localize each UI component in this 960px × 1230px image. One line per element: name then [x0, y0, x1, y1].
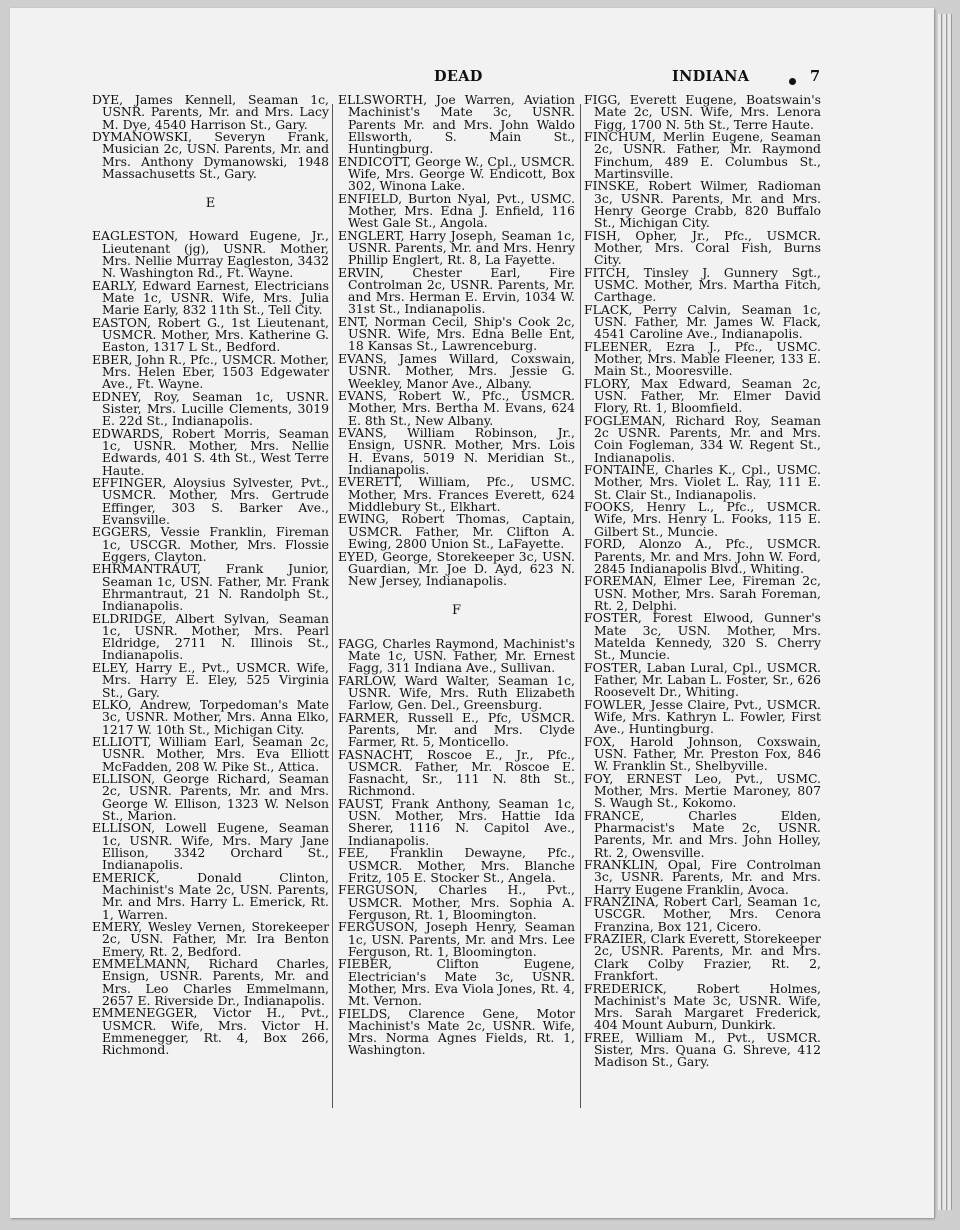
- casualty-entry: FEE, Franklin Dewayne, Pfc., USMCR. Mother, Mrs. Blanche Fritz, 105 E. Stocker St., Angela.: [338, 845, 575, 885]
- casualty-entry: FERGUSON, Charles H., Pvt., USMCR. Mother, Mrs. Sophia A. Ferguson, Rt. 1, Bloomington.: [338, 882, 575, 922]
- casualty-entry: ERVIN, Chester Earl, Fire Controlman 2c, USNR. Parents, Mr. and Mrs. Herman E. Ervin, 1034 W. 31st St., Indianapolis.: [338, 264, 575, 317]
- column-3: [584, 94, 821, 1069]
- casualty-entry: FLEENER, Ezra J., Pfc., USMC. Mother, Mrs. Mable Fleener, 133 E. Main St., Mooresville.: [584, 338, 821, 379]
- casualty-entry: EASTON, Robert G., 1st Lieutenant, USMCR. Mother, Mrs. Katherine G. Easton, 1317 L St., Bedford.: [92, 314, 329, 355]
- column-1: [92, 94, 329, 1057]
- casualty-entry: FINCHUM, Merlin Eugene, Seaman 2c, USNR. Father, Mr. Raymond Finchum, 489 E. Columbus St., Martinsville.: [584, 129, 821, 181]
- casualty-entry: FISH, Opher, Jr., Pfc., USMCR. Mother, Mrs. Coral Fish, Burns City.: [584, 227, 821, 268]
- casualty-entry: DYMANOWSKI, Severyn Frank, Musician 2c, USN. Parents, Mr. and Mrs. Anthony Dymanowski, 1948 Massachusetts St., Gary.: [92, 129, 329, 181]
- casualty-entry: EGGERS, Vessie Franklin, Fireman 1c, USCGR. Mother, Mrs. Flossie Eggers, Clayton.: [92, 524, 329, 564]
- casualty-entry: FITCH, Tinsley J. Gunnery Sgt., USMC. Mother, Mrs. Martha Fitch, Carthage.: [584, 264, 821, 305]
- casualty-entry: FINSKE, Robert Wilmer, Radioman 3c, USNR. Parents, Mr. and Mrs. Henry George Crabb, 820 Buffalo St., Michigan City.: [584, 178, 821, 231]
- casualty-entry: FLACK, Perry Calvin, Seaman 1c, USN. Father, Mr. James W. Flack, 4541 Caroline Ave., Indianapolis.: [584, 301, 821, 342]
- casualty-entry: FERGUSON, Joseph Henry, Seaman 1c, USN. Parents, Mr. and Mrs. Lee Ferguson, Rt. 1, Bloomington.: [338, 919, 575, 959]
- casualty-entry: FOREMAN, Elmer Lee, Fireman 2c, USN. Mother, Mrs. Sarah Foreman, Rt. 2, Delphi.: [584, 573, 821, 613]
- casualty-entry: ELLISON, Lowell Eugene, Seaman 1c, USNR. Wife, Mrs. Mary Jane Ellison, 3342 Orchard St., Indianapolis.: [92, 820, 329, 873]
- casualty-entry: EFFINGER, Aloysius Sylvester, Pvt., USMCR. Mother, Mrs. Gertrude Effinger, 303 S. Barker Ave., Evansville.: [92, 475, 329, 527]
- column-rule: [332, 104, 333, 1108]
- casualty-entry: FRANKLIN, Opal, Fire Controlman 3c, USNR. Parents, Mr. and Mrs. Harry Eugene Franklin, Avoca.: [584, 857, 821, 897]
- casualty-entry: ELLSWORTH, Joe Warren, Aviation Machinist's Mate 3c, USNR. Parents Mr. and Mrs. John Waldo Ellsworth, S. Main St., Huntingburg.: [338, 92, 575, 156]
- casualty-entry: FREDERICK, Robert Holmes, Machinist's Mate 3c, USNR. Wife, Mrs. Sarah Margaret Frederick, 404 Mount Auburn, Dunkirk.: [584, 980, 821, 1033]
- casualty-entry: EYED, George, Storekeeper 3c, USN. Guardian, Mr. Joe D. Ayd, 623 N. New Jersey, Indianapolis.: [338, 548, 575, 589]
- casualty-entry: FOX, Harold Johnson, Coxswain, USN. Father, Mr. Preston Fox, 846 W. Franklin St., Shelbyville.: [584, 733, 821, 774]
- casualty-entry: EVANS, William Robinson, Jr., Ensign, USNR. Mother, Mrs. Lois H. Evans, 5019 N. Meridian St., Indianapolis.: [338, 425, 575, 477]
- casualty-entry: EARLY, Edward Earnest, Electricians Mate 1c, USNR. Wife, Mrs. Julia Marie Early, 832 11th St., Tell City.: [92, 277, 329, 318]
- page-edge: [943, 14, 947, 1210]
- casualty-entry: FOOKS, Henry L., Pfc., USMCR. Wife, Mrs. Henry L. Fooks, 115 E. Gilbert St., Muncie.: [584, 499, 821, 539]
- casualty-entry: FAGG, Charles Raymond, Machinist's Mate 1c, USN. Father, Mr. Ernest Fagg, 311 Indiana Ave., Sullivan.: [338, 635, 575, 676]
- casualty-entry: FIGG, Everett Eugene, Boatswain's Mate 2c, USN. Wife, Mrs. Lenora Figg, 1700 N. 5th St., Terre Haute.: [584, 92, 821, 132]
- casualty-entry: ENT, Norman Cecil, Ship's Cook 2c, USNR. Wife, Mrs. Edna Belle Ent, 18 Kansas St., Lawrenceburg.: [338, 313, 575, 354]
- casualty-entry: EMMELMANN, Richard Charles, Ensign, USNR. Parents, Mr. and Mrs. Leo Charles Emmelmann, 2657 E. Riverside Dr., Indianapolis.: [92, 956, 329, 1008]
- document-page: [10, 8, 934, 1218]
- casualty-entry: ELLISON, George Richard, Seaman 2c, USNR. Parents, Mr. and Mrs. George W. Ellison, 1323 W. Nelson St., Marion.: [92, 771, 329, 823]
- state-heading: INDIANA: [672, 68, 750, 85]
- casualty-entry: EMMENEGGER, Victor H., Pvt., USMCR. Wife, Mrs. Victor H. Emmenegger, Rt. 4, Box 266, Richmond.: [92, 1005, 329, 1058]
- casualty-entry: FONTAINE, Charles K., Cpl., USMC. Mother, Mrs. Violet L. Ray, 111 E. St. Clair St., Indianapolis.: [584, 462, 821, 502]
- casualty-entry: FIEBER, Clifton Eugene, Electrician's Mate 3c, USNR. Mother, Mrs. Eva Viola Jones, Rt. 4, Mt. Vernon.: [338, 956, 575, 1009]
- casualty-entry: FREE, William M., Pvt., USMCR. Sister, Mrs. Quana G. Shreve, 412 Madison St., Gary.: [584, 1029, 821, 1070]
- section-letter: F: [451, 603, 462, 619]
- casualty-entry: EAGLESTON, Howard Eugene, Jr., Lieutenant (jg), USNR. Mother, Mrs. Nellie Murray Eagleston, 3432 N. Washington Rd., Ft. Wayne.: [92, 228, 329, 281]
- casualty-entry: EBER, John R., Pfc., USMCR. Mother, Mrs. Helen Eber, 1503 Edgewater Ave., Ft. Wayne.: [92, 351, 329, 392]
- casualty-entry: FOGLEMAN, Richard Roy, Seaman 2c USNR. Parents, Mr. and Mrs. Coin Fogleman, 334 W. Regent St., Indianapolis.: [584, 412, 821, 465]
- casualty-entry: EVANS, James Willard, Coxswain, USNR. Mother, Mrs. Jessie G. Weekley, Manor Ave., Albany.: [338, 351, 575, 391]
- casualty-entry: FARLOW, Ward Walter, Seaman 1c, USNR. Wife, Mrs. Ruth Elizabeth Farlow, Gen. Del., Greensburg.: [338, 672, 575, 713]
- casualty-entry: FOSTER, Laban Lural, Cpl., USMCR. Father, Mr. Laban L. Foster, Sr., 626 Roosevelt Dr., Whiting.: [584, 659, 821, 700]
- casualty-entry: FOY, ERNEST Leo, Pvt., USMC. Mother, Mrs. Mertie Maroney, 807 S. Waugh St., Kokomo.: [584, 770, 821, 811]
- casualty-entry: FRANCE, Charles Elden, Pharmacist's Mate 2c, USNR. Parents, Mr. and Mrs. John Holley, Rt. 2, Owensville.: [584, 807, 821, 860]
- casualty-entry: EMERY, Wesley Vernen, Storekeeper 2c, USN. Father, Mr. Ira Benton Emery, Rt. 2, Bedford.: [92, 919, 329, 959]
- casualty-entry: FLORY, Max Edward, Seaman 2c, USN. Father, Mr. Elmer David Flory, Rt. 1, Bloomfield.: [584, 375, 821, 416]
- casualty-entry: EDWARDS, Robert Morris, Seaman 1c, USNR. Mother, Mrs. Nellie Edwards, 401 S. 4th St., West Terre Haute.: [92, 425, 329, 478]
- casualty-entry: ENDICOTT, George W., Cpl., USMCR. Wife, Mrs. George W. Endicott, Box 302, Winona Lake.: [338, 153, 575, 194]
- casualty-entry: EDNEY, Roy, Seaman 1c, USNR. Sister, Mrs. Lucille Clements, 3019 E. 22d St., Indianapolis.: [92, 388, 329, 429]
- casualty-entry: ENGLERT, Harry Joseph, Seaman 1c, USNR. Parents, Mr. and Mrs. Henry Phillip Englert, Rt. 8, La Fayette.: [338, 227, 575, 268]
- casualty-entry: FASNACHT, Roscoe E., Jr., Pfc., USMCR. Father, Mr. Roscoe E. Fasnacht, Sr., 111 N. 8th St., Richmond.: [338, 746, 575, 799]
- casualty-entry: ENFIELD, Burton Nyal, Pvt., USMC. Mother, Mrs. Edna J. Enfield, 116 West Gale St., Angola.: [338, 190, 575, 231]
- casualty-entry: FOWLER, Jesse Claire, Pvt., USMCR. Wife, Mrs. Kathryn L. Fowler, First Ave., Huntingburg.: [584, 696, 821, 737]
- page-number: 7: [810, 68, 821, 85]
- casualty-entry: FORD, Alonzo A., Pfc., USMCR. Parents, Mr. and Mrs. John W. Ford, 2845 Indianapolis Blvd., Whiting.: [584, 536, 821, 576]
- casualty-entry: ELEY, Harry E., Pvt., USMCR. Wife, Mrs. Harry E. Eley, 525 Virginia St., Gary.: [92, 660, 329, 700]
- page-edge: [948, 14, 952, 1210]
- casualty-entry: EVERETT, William, Pfc., USMC. Mother, Mrs. Frances Everett, 624 Middlebury St., Elkhart.: [338, 474, 575, 514]
- casualty-entry: FOSTER, Forest Elwood, Gunner's Mate 3c, USN. Mother, Mrs. Matelda Kennedy, 320 S. Cherry St., Muncie.: [584, 610, 821, 663]
- casualty-entry: ELDRIDGE, Albert Sylvan, Seaman 1c, USNR. Mother, Mrs. Pearl Eldridge, 2711 N. Illinois St., Indianapolis.: [92, 610, 329, 663]
- casualty-entry: EHRMANTRAUT, Frank Junior, Seaman 1c, USN. Father, Mr. Frank Ehrmantraut, 21 N. Randolph St., Indianapolis.: [92, 561, 329, 614]
- running-title: DEAD: [434, 68, 483, 85]
- column-rule: [580, 104, 581, 1108]
- casualty-entry: DYE, James Kennell, Seaman 1c, USNR. Parents, Mr. and Mrs. Lacy M. Dye, 4540 Harrison St., Gary.: [92, 92, 329, 132]
- casualty-entry: FAUST, Frank Anthony, Seaman 1c, USN. Mother, Mrs. Hattie Ida Sherer, 1116 N. Capitol Ave., Indianapolis.: [338, 795, 575, 848]
- casualty-entry: FIELDS, Clarence Gene, Motor Machinist's Mate 2c, USNR. Wife, Mrs. Norma Agnes Fields, Rt. 1, Washington.: [338, 1005, 575, 1058]
- casualty-entry: FRAZIER, Clark Everett, Storekeeper 2c, USNR. Parents, Mr. and Mrs. Clark Colby Frazier, Rt. 2, Frankfort.: [584, 931, 821, 983]
- bullet-separator: [789, 78, 796, 85]
- page-edge: [938, 14, 942, 1210]
- casualty-entry: EVANS, Robert W., Pfc., USMCR. Mother, Mrs. Bertha M. Evans, 624 E. 8th St., New Albany.: [338, 388, 575, 428]
- casualty-entry: FRANZINA, Robert Carl, Seaman 1c, USCGR. Mother, Mrs. Cenora Franzina, Box 121, Cicero.: [584, 894, 821, 934]
- casualty-entry: ELKO, Andrew, Torpedoman's Mate 3c, USNR. Mother, Mrs. Anna Elko, 1217 W. 10th St., Michigan City.: [92, 697, 329, 737]
- column-2: [338, 94, 575, 1057]
- section-letter: E: [205, 196, 216, 212]
- casualty-entry: ELLIOTT, William Earl, Seaman 2c, USNR. Mother, Mrs. Eva Elliott McFadden, 208 W. Pike St., Attica.: [92, 734, 329, 774]
- casualty-entry: EWING, Robert Thomas, Captain, USMCR. Father, Mr. Clifton A. Ewing, 2800 Union St., LaFayette.: [338, 511, 575, 551]
- casualty-entry: FARMER, Russell E., Pfc, USMCR. Parents, Mr. and Mrs. Clyde Farmer, Rt. 5, Monticello.: [338, 709, 575, 750]
- casualty-entry: EMERICK, Donald Clinton, Machinist's Mate 2c, USN. Parents, Mr. and Mrs. Harry L. Emerick, Rt. 1, Warren.: [92, 869, 329, 922]
